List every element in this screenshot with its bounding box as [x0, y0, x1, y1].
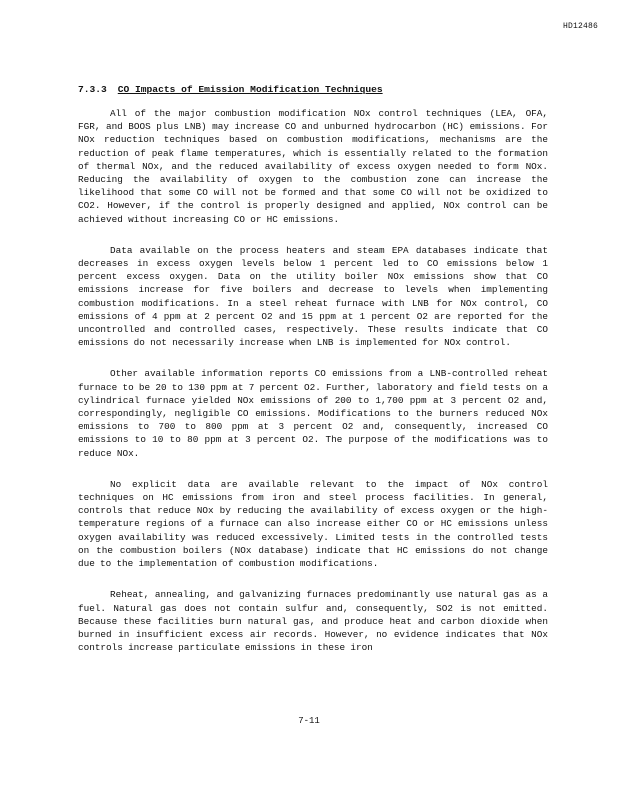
paragraph-1: All of the major combustion modification NOx control techniques (LEA, OFA, FGR, and BOOS plus LNB) may increase CO and unburned hydrocarbon (HC) emissions. For NOx reduction techniques based on combustion modifications, mechanisms are the reduction of peak flame temperatures, which is essentially related to the formation of thermal NOx, and the reduced availability of excess oxygen needed to form NOx. Reducing the availability of oxygen to the combustion zone can increase the likelihood that some CO will not be formed and that some CO will not be oxidized to CO2. However, if the control is properly designed and applied, NOx control can be achieved without increasing CO or HC emissions. — [78, 108, 548, 225]
paragraph-2: Data available on the process heaters and steam EPA databases indicate that decreases in excess oxygen levels below 1 percent led to CO emissions below 1 percent excess oxygen. Data on the utility boiler NOx emissions show that CO emissions increase for five boilers and decrease to levels when implementing combustion modifications. In a steel reheat furnace with LNB for NOx control, CO emissions of 4 ppm at 2 percent O2 and 15 ppm at 1 percent O2 are reported for the uncontrolled and controlled cases, respectively. These results indicate that CO emissions do not necessarily increase when LNB is implemented for NOx control. — [78, 244, 548, 349]
page-number: 7-11 — [298, 716, 320, 726]
paragraph-5: Reheat, annealing, and galvanizing furnaces predominantly use natural gas as a fuel. Natural gas does not contain sulfur and, consequently, SO2 is not emitted. Because these facilities burn natural gas, and produce heat and carbon dioxide when burned in insufficient excess air records. However, no evidence indicates that NOx controls increase particulate emissions in these iron — [78, 589, 548, 654]
section-number: 7.3.3 — [78, 84, 107, 95]
section-heading — [78, 84, 548, 95]
document-id: HD12486 — [562, 22, 598, 31]
document-body — [78, 107, 548, 672]
section-title: CO Impacts of Emission Modification Techniques — [117, 84, 383, 95]
paragraph-3: Other available information reports CO emissions from a LNB-controlled reheat furnace to be 20 to 130 ppm at 7 percent O2. Further, laboratory and field tests on a cylindrical furnace yielded NOx emissions of 200 to 1,700 ppm at 3 percent O2 and, correspondingly, negligible CO emissions. Modifications to the burners reduced NOx emissions to 700 to 800 ppm at 3 percent O2 and, consequently, increased CO emissions to 10 to 80 ppm at 3 percent O2. The purpose of the modifications was to reduce NOx. — [78, 368, 548, 459]
paragraph-4: No explicit data are available relevant to the impact of NOx control techniques on HC emissions from iron and steel process facilities. In general, controls that reduce NOx by reducing the availability of excess oxygen or the high-temperature regions of a furnace can also increase either CO or HC emissions unless oxygen availability was reduced excessively. Limited tests in the controlled tests on the combustion boilers (NOx database) indicate that HC emissions do not change due to the implementation of combustion modifications. — [78, 478, 548, 570]
